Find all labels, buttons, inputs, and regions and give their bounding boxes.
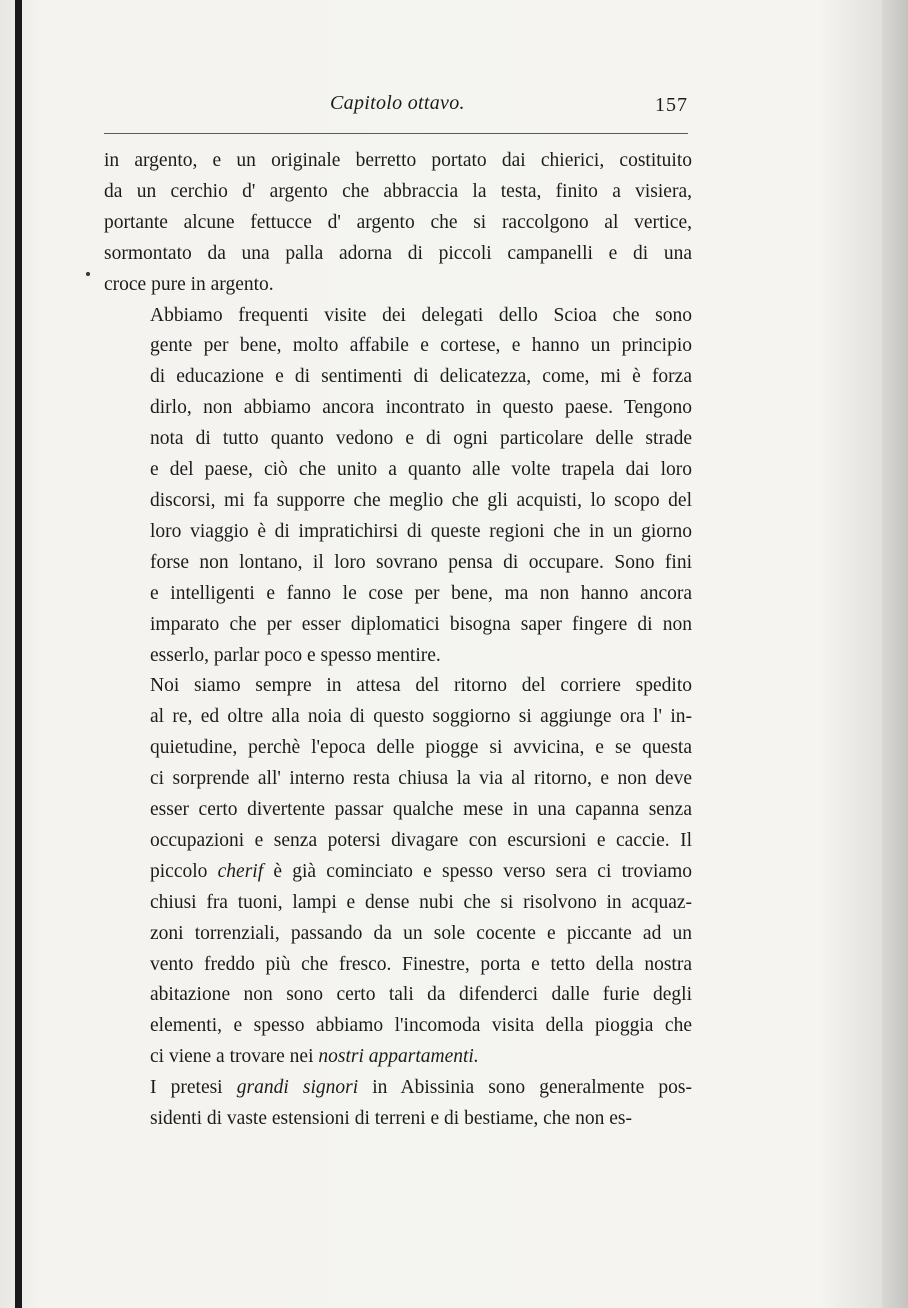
text-line: imparato che per esser diplomatici bisogna saper fingere di non [150,613,692,635]
binding-edge [15,0,22,1308]
body-text [104,146,692,1135]
text-line: piccolo cherif è già cominciato e spesso verso sera ci troviamo [150,860,693,882]
text-line: loro viaggio è di impratichirsi di queste regioni che in un giorno [150,520,692,542]
text-line: quietudine, perchè l'epoca delle piogge si avvicina, e se questa [150,737,692,759]
text-line: elementi, e spesso abbiamo l'incomoda visita della pioggia che [150,1015,692,1037]
text-line: forse non lontano, il loro sovrano pensa di occupare. Sono fini [150,551,692,573]
text-line: abitazione non sono certo tali da difenderci dalle furie degli [150,984,692,1006]
text-line: esserlo, parlar poco e spesso mentire. [150,644,441,666]
text-line: I pretesi grandi signori in Abissinia sono generalmente pos- [150,1077,692,1099]
text-line: discorsi, mi fa supporre che meglio che gli acquisti, lo scopo del [150,489,692,511]
text-line: di educazione e di sentimenti di delicatezza, come, mi è forza [150,366,692,388]
text-line: Noi siamo sempre in attesa del ritorno del corriere spedito [150,675,692,697]
text-line: ci sorprende all' interno resta chiusa la via al ritorno, e non deve [150,768,692,790]
text-line: nota di tutto quanto vedono e di ogni particolare delle strade [150,428,692,450]
text-line: croce pure in argento. [104,273,274,295]
paragraph [104,1073,692,1135]
text-line: occupazioni e senza potersi divagare con escursioni e caccie. Il [150,829,692,851]
page-edge-shadow [882,0,908,1308]
text-line: gente per bene, molto affabile e cortese, e hanno un principio [150,335,692,357]
header-rule [104,133,688,134]
paragraph [104,301,692,672]
text-line: al re, ed oltre alla noia di questo soggiorno si aggiunge ora l' in- [150,706,692,728]
text-line: vento freddo più che fresco. Finestre, porta e tetto della nostra [150,953,692,975]
text-line: ci viene a trovare nei nostri appartamenti. [150,1046,479,1068]
text-line: zoni torrenziali, passando da un sole cocente e piccante ad un [150,922,692,944]
text-line: da un cerchio d' argento che abbraccia la testa, finito a visiera, [104,180,692,202]
text-line: sormontato da una palla adorna di piccoli campanelli e di una [104,242,692,264]
text-line: e del paese, ciò che unito a quanto alle volte trapela dai loro [150,459,692,481]
text-line: sidenti di vaste estensioni di terreni e di bestiame, che non es- [150,1108,632,1130]
text-line: e intelligenti e fanno le cose per bene, ma non hanno ancora [150,582,692,604]
text-line: dirlo, non abbiamo ancora incontrato in questo paese. Tengono [150,397,692,419]
running-head [104,92,688,122]
page-number: 157 [655,94,688,116]
text-line: in argento, e un originale berretto portato dai chierici, costituito [104,150,692,171]
text-line: Abbiamo frequenti visite dei delegati dello Scioa che sono [150,304,692,326]
chapter-title: Capitolo ottavo. [330,92,465,114]
paragraph [104,146,692,301]
text-line: chiusi fra tuoni, lampi e dense nubi che si risolvono in acquaz- [150,891,692,913]
ink-speck [86,272,90,276]
text-line: esser certo divertente passar qualche mese in una capanna senza [150,799,692,821]
paragraph [104,671,692,1073]
text-line: portante alcune fettucce d' argento che si raccolgono al vertice, [104,211,692,233]
